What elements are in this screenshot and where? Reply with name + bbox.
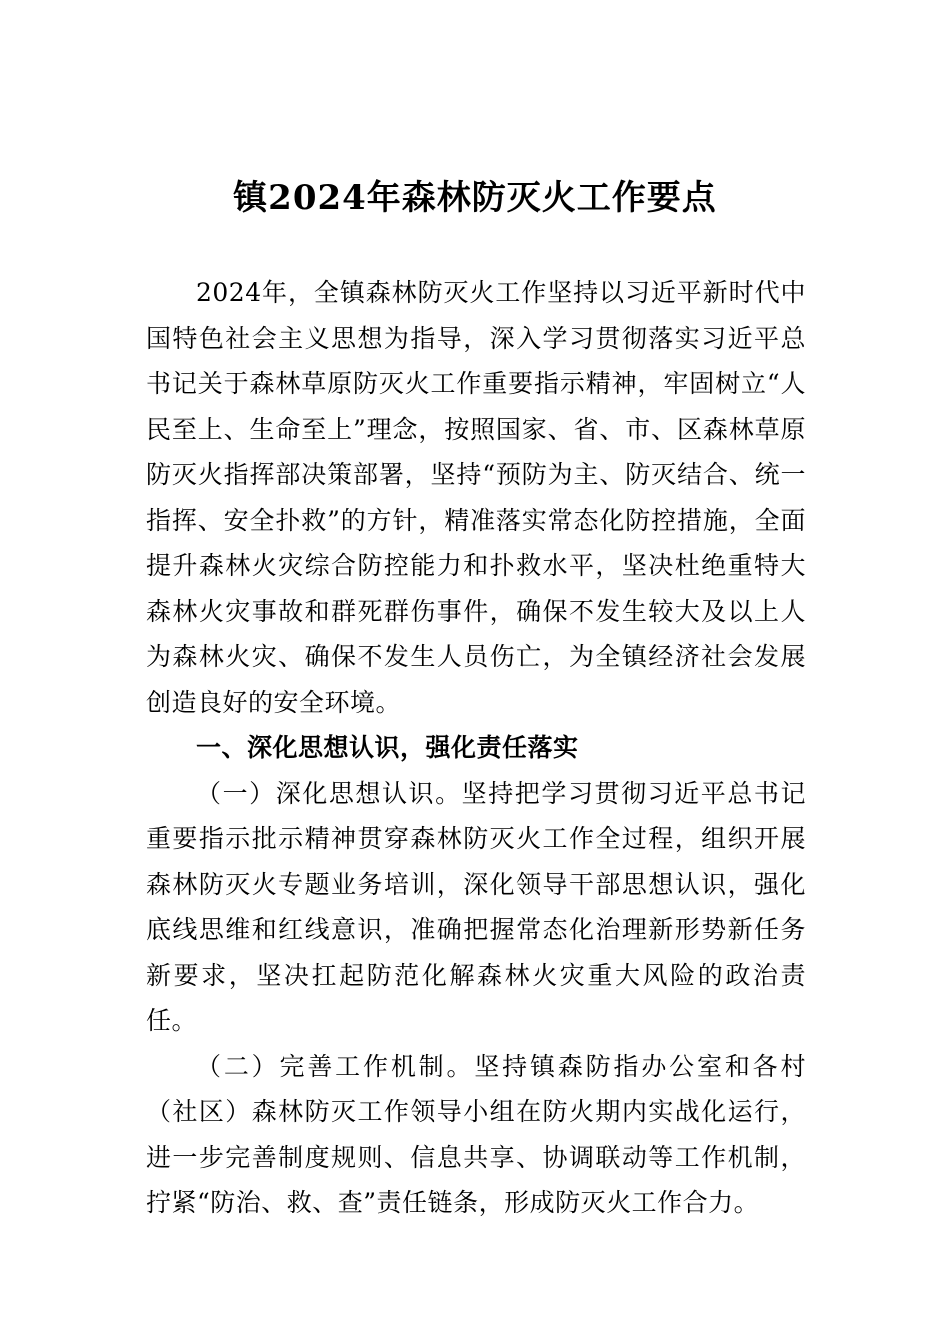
- intro-paragraph: 2024年，全镇森林防灭火工作坚持以习近平新时代中国特色社会主义思想为指导，深入学习贯彻落实习近平总书记关于森林草原防灭火工作重要指示精神，牢固树立“人民至上、生命至上”理念，按照国家、省、市、区森林草原防灭火指挥部决策部署，坚持“预防为主、防灭结合、统一指挥、安全扑救”的方针，精准落实常态化防控措施，全面提升森林火灾综合防控能力和扑救水平，坚决杜绝重特大森林火灾事故和群死群伤事件，确保不发生较大及以上人为森林火灾、确保不发生人员伤亡，为全镇经济社会发展创造良好的安全环境。: [146, 278, 806, 717]
- document-body: [146, 270, 806, 1226]
- section-heading-1: 一、深化思想认识，强化责任落实: [196, 733, 579, 762]
- section-1-item-1: （一）深化思想认识。坚持把学习贯彻习近平总书记重要指示批示精神贯穿森林防灭火工作全过程，组织开展森林防灭火专题业务培训，深化领导干部思想认识，强化底线思维和红线意识，准确把握常态化治理新形势新任务新要求，坚决扛起防范化解森林火灾重大风险的政治责任。: [146, 778, 806, 1035]
- document-title: 镇2024年森林防灭火工作要点: [233, 178, 717, 218]
- section-1-item-2: （二）完善工作机制。坚持镇森防指办公室和各村（社区）森林防灭工作领导小组在防火期内实战化运行，进一步完善制度规则、信息共享、协调联动等工作机制，拧紧“防治、救、查”责任链条，形成防灭火工作合力。: [146, 1051, 806, 1217]
